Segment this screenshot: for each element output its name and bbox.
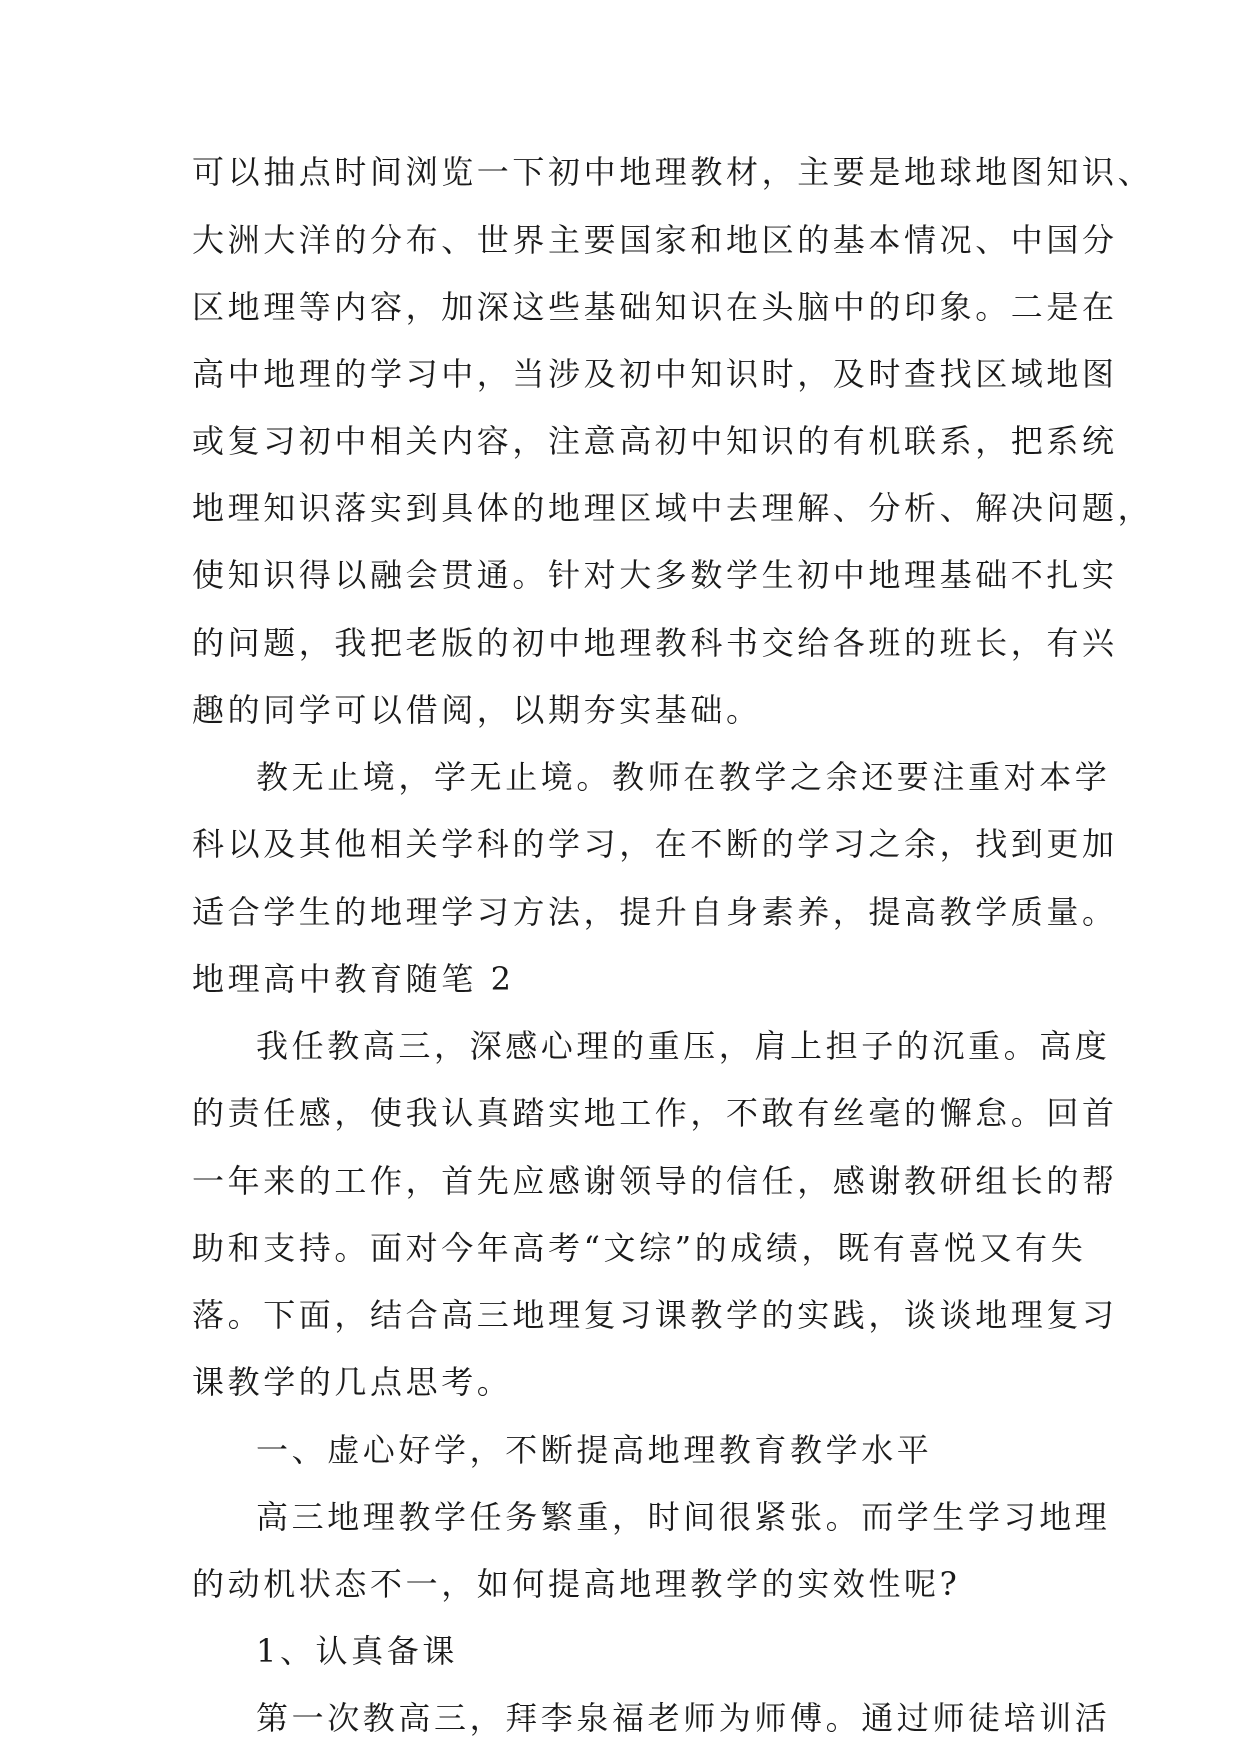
text-line: 趣的同学可以借阅，以期夯实基础。 [192, 691, 762, 729]
paragraph-start: 高三地理教学任务繁重，时间很紧张。而学生学习地理 [256, 1498, 1111, 1536]
text-line: 的动机状态不一，如何提高地理教学的实效性呢? [192, 1565, 961, 1603]
subheading: 一、虚心好学，不断提高地理教育教学水平 [256, 1431, 933, 1469]
text-line: 助和支持。面对今年高考“文综”的成绩，既有喜悦又有失 [192, 1229, 1087, 1267]
section-heading: 地理高中教育随笔 2 [192, 960, 515, 998]
paragraph-start: 我任教高三，深感心理的重压，肩上担子的沉重。高度 [256, 1027, 1111, 1065]
text-line: 区地理等内容，加深这些基础知识在头脑中的印象。二是在 [192, 288, 1118, 326]
text-line: 高中地理的学习中，当涉及初中知识时，及时查找区域地图 [192, 355, 1118, 393]
text-line: 大洲大洋的分布、世界主要国家和地区的基本情况、中国分 [192, 221, 1118, 259]
text-line: 的责任感，使我认真踏实地工作，不敢有丝毫的懈怠。回首 [192, 1094, 1118, 1132]
paragraph-start: 教无止境，学无止境。教师在教学之余还要注重对本学 [256, 758, 1111, 796]
text-line: 科以及其他相关学科的学习，在不断的学习之余，找到更加 [192, 825, 1118, 863]
paragraph-start: 第一次教高三，拜李泉福老师为师傅。通过师徒培训活 [256, 1699, 1111, 1737]
text-line: 课教学的几点思考。 [192, 1363, 513, 1401]
text-line: 一年来的工作，首先应感谢领导的信任，感谢教研组长的帮 [192, 1162, 1118, 1200]
text-line: 或复习初中相关内容，注意高初中知识的有机联系，把系统 [192, 422, 1118, 460]
text-line: 可以抽点时间浏览一下初中地理教材，主要是地球地图知识、 [192, 153, 1154, 191]
text-line: 落。下面，结合高三地理复习课教学的实践，谈谈地理复习 [192, 1296, 1118, 1334]
text-line: 的问题，我把老版的初中地理教科书交给各班的班长，有兴 [192, 624, 1118, 662]
text-line: 地理知识落实到具体的地理区域中去理解、分析、解决问题， [192, 489, 1154, 527]
subheading: 1、认真备课 [256, 1632, 458, 1670]
text-line: 适合学生的地理学习方法，提升自身素养，提高教学质量。 [192, 893, 1118, 931]
text-line: 使知识得以融会贯通。针对大多数学生初中地理基础不扎实 [192, 556, 1118, 594]
